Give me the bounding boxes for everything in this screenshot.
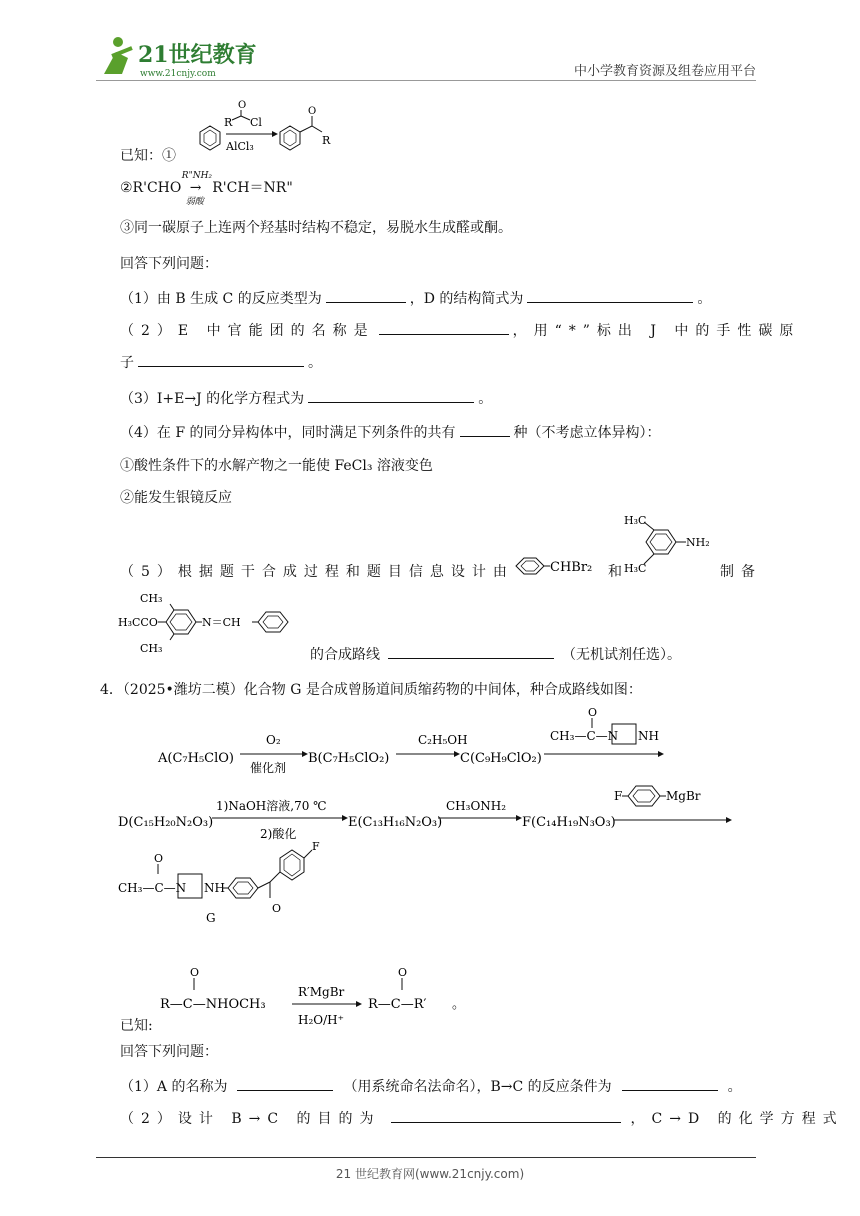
question-3: （3）I+E→J 的化学方程式为 。 — [120, 388, 492, 409]
svg-text:N＝CH: N＝CH — [202, 616, 241, 629]
problem-4-question-1: （1）A 的名称为 （用系统命名法命名），B→C 的反应条件为 。 — [120, 1076, 742, 1097]
svg-text:G: G — [206, 911, 216, 925]
svg-text:O: O — [154, 852, 164, 865]
compound-g-structure — [118, 840, 358, 930]
svg-text:NH: NH — [638, 729, 659, 743]
answer-blank[interactable] — [391, 1108, 621, 1123]
svg-text:CH₃—C—N: CH₃—C—N — [550, 729, 619, 743]
answer-prompt: 回答下列问题： — [120, 256, 218, 272]
problem-4-question-2: （2）设计 B→C 的目的为 ，C→D 的化学方程式 — [120, 1108, 844, 1129]
footer-text: 21 世纪教育网(www.21cnjy.com) — [335, 1167, 525, 1181]
known-2-above: R"NH₂ — [181, 171, 213, 181]
svg-text:H₃C: H₃C — [624, 562, 647, 575]
svg-text:NH: NH — [204, 881, 225, 895]
question-2: （2）E 中官能团的名称是 ，用“*”标出 J 中的手性碳原 — [120, 320, 800, 341]
target-imine-structure — [118, 588, 314, 660]
dimethylaniline-structure — [624, 510, 724, 578]
answer-blank[interactable] — [138, 352, 304, 367]
weinreb-ketone-reaction — [160, 962, 470, 1030]
answer-blank[interactable] — [326, 288, 406, 303]
svg-text:CH₃ONH₂: CH₃ONH₂ — [446, 799, 507, 813]
question-1: （1）由 B 生成 C 的反应类型为 ，D 的结构简式为 。 — [120, 288, 711, 309]
known-3: ③同一碳原子上连两个羟基时结构不稳定，易脱水生成醛或酮。 — [120, 220, 512, 236]
answer-blank[interactable] — [622, 1076, 718, 1091]
svg-text:H₃C: H₃C — [624, 514, 647, 527]
svg-text:C(C₉H₉ClO₂): C(C₉H₉ClO₂) — [460, 751, 542, 766]
answer-blank[interactable] — [460, 422, 510, 437]
svg-text:催化剂: 催化剂 — [250, 761, 287, 775]
svg-text:H₃CCO: H₃CCO — [118, 616, 158, 629]
svg-text:A(C₇H₅ClO): A(C₇H₅ClO) — [158, 751, 235, 766]
synthesis-route-diagram — [118, 706, 758, 846]
svg-text:CHBr₂: CHBr₂ — [550, 560, 593, 575]
svg-text:R: R — [224, 116, 233, 129]
svg-text:2)酸化: 2)酸化 — [260, 827, 297, 841]
answer-blank[interactable] — [388, 644, 554, 659]
svg-text:1)NaOH溶液,70 ℃: 1)NaOH溶液,70 ℃ — [216, 799, 327, 813]
svg-text:F: F — [614, 789, 623, 803]
svg-text:O: O — [308, 106, 317, 117]
question-5: （5）根据题干合成过程和题目信息设计由 — [120, 564, 514, 580]
known-2-result: R'CH＝NR" — [212, 180, 293, 196]
question-4: （4）在 F 的同分异构体中，同时满足下列条件的共有 种（不考虑立体异构）： — [120, 422, 661, 443]
svg-text:O: O — [272, 902, 282, 915]
svg-text:NH₂: NH₂ — [686, 536, 710, 549]
svg-text:B(C₇H₅ClO₂): B(C₇H₅ClO₂) — [308, 751, 390, 766]
problem-4-prompt: 回答下列问题： — [120, 1044, 218, 1060]
svg-text:F: F — [312, 840, 320, 853]
problem-4-known-label: 已知: — [120, 1018, 153, 1034]
svg-text:www.21cnjy.com: www.21cnjy.com — [140, 69, 216, 79]
svg-text:CH₃: CH₃ — [140, 642, 163, 655]
svg-text:CH₃: CH₃ — [140, 592, 163, 605]
question-5-route: 的合成路线 （无机试剂任选）。 — [310, 644, 681, 665]
benzal-bromide-structure — [512, 544, 608, 588]
answer-blank[interactable] — [308, 388, 474, 403]
svg-text:R—C—NHOCH₃: R—C—NHOCH₃ — [160, 997, 266, 1012]
answer-blank[interactable] — [237, 1076, 333, 1091]
known-2: ②R'CHO R"NH₂ → 弱酸 R'CH＝NR" — [120, 178, 293, 198]
svg-text:O: O — [190, 966, 200, 979]
problem-4-intro: 4．（2025•潍坊二模）化合物 G 是合成曾肠道间质缩药物的中间体，种合成路线如图： — [100, 682, 642, 698]
answer-blank[interactable] — [527, 288, 693, 303]
svg-text:O: O — [238, 100, 247, 111]
svg-text:D(C₁₅H₂₀N₂O₃): D(C₁₅H₂₀N₂O₃) — [118, 815, 214, 830]
svg-text:F(C₁₄H₁₉N₃O₃): F(C₁₄H₁₉N₃O₃) — [522, 815, 616, 830]
svg-text:O: O — [398, 966, 408, 979]
svg-text:C₂H₅OH: C₂H₅OH — [418, 733, 468, 747]
question-4-cond-2: ②能发生银镜反应 — [120, 490, 232, 506]
footer-divider — [96, 1157, 756, 1158]
answer-blank[interactable] — [379, 320, 509, 335]
known-2-below: 弱酸 — [185, 197, 204, 207]
known-1-label: 已知：① — [120, 148, 176, 164]
question-5-make: 制备 — [720, 564, 762, 580]
site-logo — [96, 34, 266, 80]
svg-text:。: 。 — [452, 997, 466, 1012]
svg-text:CH₃—C—N: CH₃—C—N — [118, 881, 187, 895]
svg-text:21世纪教育: 21世纪教育 — [138, 42, 257, 68]
svg-text:R—C—R′: R—C—R′ — [368, 997, 427, 1012]
question-5-and: 和 — [608, 564, 622, 580]
svg-text:H₂O/H⁺: H₂O/H⁺ — [298, 1013, 344, 1027]
known-2-prefix: ②R'CHO — [120, 180, 182, 196]
question-4-cond-1: ①酸性条件下的水解产物之一能使 FeCl₃ 溶液变色 — [120, 458, 433, 474]
question-2-cont: 子 。 — [120, 352, 322, 373]
known-1-reaction — [180, 96, 360, 162]
header-divider — [96, 80, 756, 81]
svg-text:AlCl₃: AlCl₃ — [226, 140, 254, 153]
header-platform-text: 中小学教育资源及组卷应用平台 — [573, 64, 756, 79]
svg-text:E(C₁₃H₁₆N₂O₃): E(C₁₃H₁₆N₂O₃) — [348, 815, 443, 830]
svg-text:O₂: O₂ — [266, 733, 281, 747]
svg-text:O: O — [588, 706, 598, 719]
svg-text:R: R — [322, 134, 331, 147]
svg-text:Cl: Cl — [250, 116, 262, 129]
svg-text:R′MgBr: R′MgBr — [298, 985, 345, 999]
svg-text:MgBr: MgBr — [666, 789, 701, 803]
